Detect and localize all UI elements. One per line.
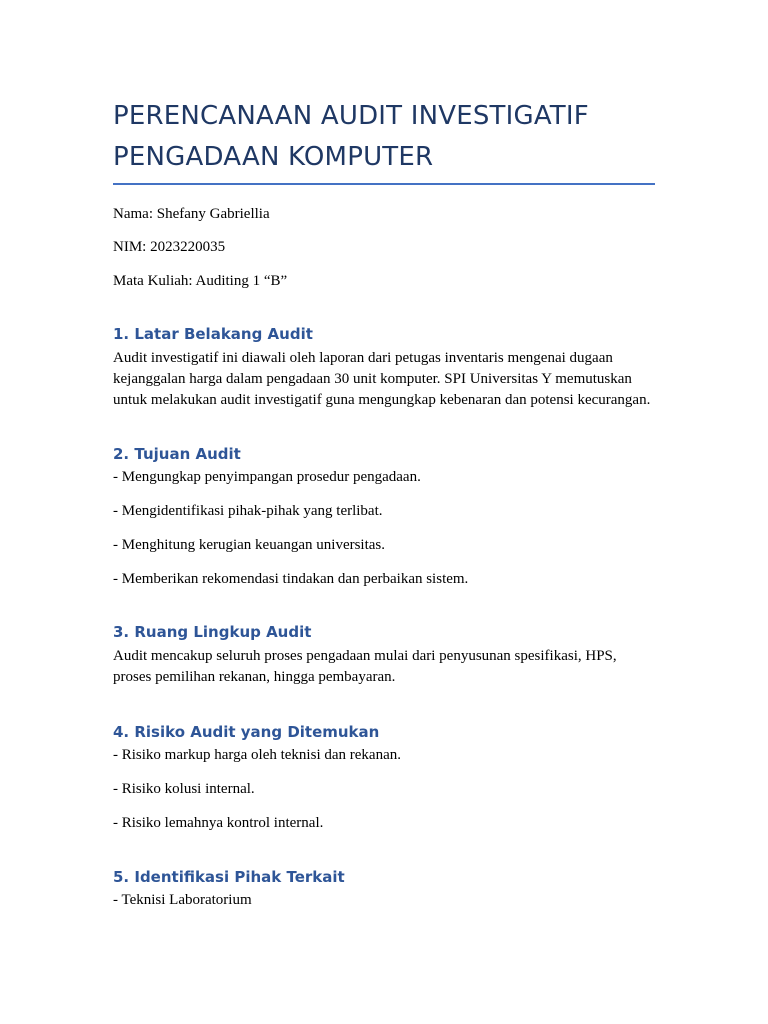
paragraph-line: Audit investigatif ini diawali oleh laporan dari petugas inventaris mengenai dugaan (113, 350, 613, 366)
section-scope (113, 623, 655, 688)
title-underline (113, 183, 655, 185)
paragraph-line: untuk melakukan audit investigatif guna mengungkap kebenaran dan potensi kecurangan. (113, 392, 651, 408)
section-paragraph (113, 348, 655, 411)
section-heading: 5. Identifikasi Pihak Terkait (113, 868, 345, 886)
document-page (113, 96, 655, 909)
list-item: - Risiko lemahnya kontrol internal. (113, 815, 324, 831)
paragraph-line: Audit mencakup seluruh proses pengadaan mulai dari penyusunan spesifikasi, HPS, (113, 648, 617, 664)
list-item: - Risiko kolusi internal. (113, 781, 255, 797)
paragraph-line: proses pemilihan rekanan, hingga pembayaran. (113, 669, 396, 685)
section-parties (113, 868, 655, 909)
document-title (113, 96, 655, 178)
title-line-1: PERENCANAAN AUDIT INVESTIGATIF (113, 101, 589, 131)
section-background (113, 325, 655, 411)
paragraph-line: kejanggalan harga dalam pengadaan 30 unit komputer. SPI Universitas Y memutuskan (113, 371, 632, 387)
list-item: - Mengungkap penyimpangan prosedur pengadaan. (113, 469, 421, 485)
section-heading: 3. Ruang Lingkup Audit (113, 623, 312, 641)
list-item: - Menghitung kerugian keuangan universitas. (113, 537, 386, 553)
list-item: - Mengidentifikasi pihak-pihak yang terlibat. (113, 503, 383, 519)
title-line-2: PENGADAAN KOMPUTER (113, 142, 434, 172)
section-paragraph (113, 646, 655, 688)
list-item: - Risiko markup harga oleh teknisi dan rekanan. (113, 747, 401, 763)
section-heading: 2. Tujuan Audit (113, 445, 241, 463)
section-heading: 4. Risiko Audit yang Ditemukan (113, 723, 380, 741)
section-objectives (113, 445, 655, 588)
section-risks (113, 723, 655, 832)
student-nim: NIM: 2023220035 (113, 239, 226, 255)
section-heading: 1. Latar Belakang Audit (113, 325, 313, 343)
student-name: Nama: Shefany Gabriellia (113, 206, 270, 222)
list-item: - Memberikan rekomendasi tindakan dan perbaikan sistem. (113, 571, 469, 587)
list-item: - Teknisi Laboratorium (113, 892, 252, 908)
course-name: Mata Kuliah: Auditing 1 “B” (113, 273, 288, 289)
